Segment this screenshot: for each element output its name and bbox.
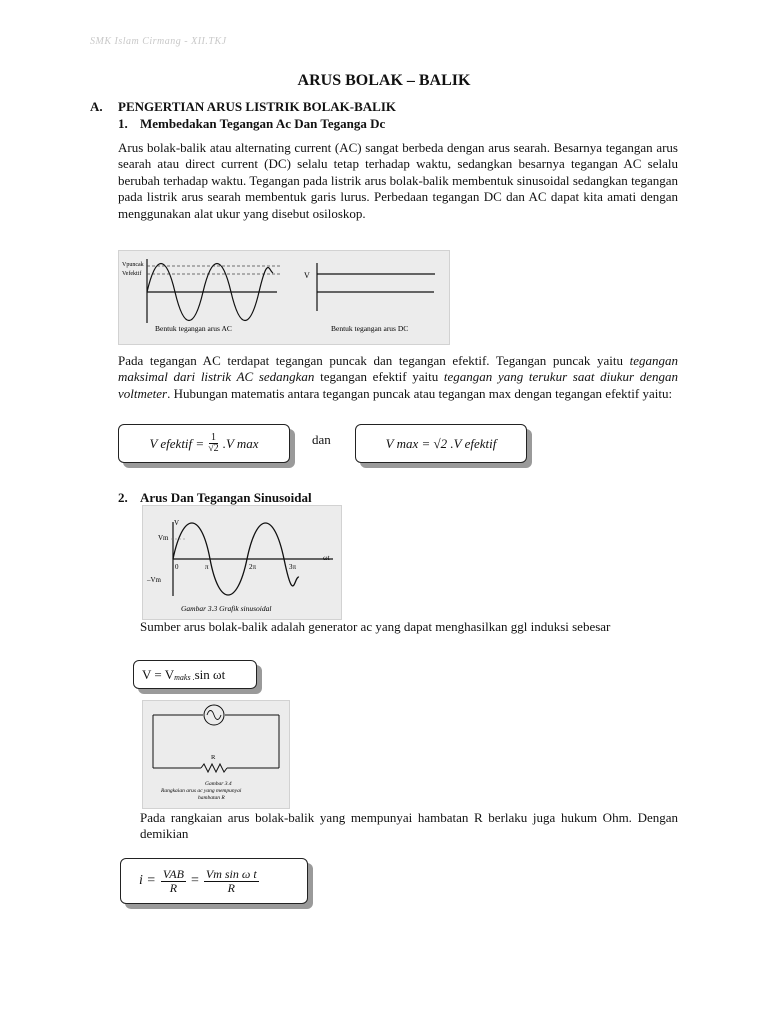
eq4-num1: VAB — [162, 866, 184, 881]
paragraph-peak-effective — [118, 353, 678, 402]
section-a-label: A. — [90, 99, 103, 114]
vpuncak-label: Vpuncak — [122, 262, 144, 268]
section-a-text: PENGERTIAN ARUS LISTRIK BOLAK-BALIK — [118, 99, 397, 114]
eq4-fraction-2 — [204, 868, 259, 894]
ac-caption: Bentuk tegangan arus AC — [155, 324, 232, 333]
p2-text-3: . Hubungan matematis antara tegangan puncak atau tegangan max dengan tegangan efektif yaitu: — [167, 385, 673, 401]
eq4-equals: = — [190, 873, 199, 888]
paragraph-ohm-law: Pada rangkaian arus bolak-balik yang mempunyai hambatan R berlaku juga hukum Ohm. Dengan demikian — [140, 810, 678, 842]
paragraph-generator: Sumber arus bolak-balik adalah generator ac yang dapat menghasilkan ggl induksi sebesar — [140, 619, 611, 634]
graph-wt-label: ωt — [323, 554, 330, 562]
eq4-fraction-1 — [161, 868, 186, 894]
eq1-rhs: .V max — [222, 435, 259, 451]
eq3-subscript: maks . — [174, 673, 195, 682]
subsection-2-heading — [118, 490, 312, 506]
circuit-caption-1: Gambar 3.4 — [205, 781, 232, 787]
eq4-den2: R — [227, 880, 235, 895]
resistor-label: R — [211, 754, 216, 761]
figure-resistor-circuit — [142, 700, 290, 809]
figure-ac-dc-waveforms — [118, 250, 450, 345]
graph-2pi-label: 2π — [249, 563, 257, 571]
equation-v-max — [355, 424, 527, 463]
sinusoidal-graph-svg — [143, 506, 341, 619]
eq4-i: i = — [139, 873, 156, 888]
graph-pi-label: π — [205, 563, 209, 571]
figure-sinusoidal-graph — [142, 505, 342, 620]
resistor-icon — [201, 764, 227, 772]
dc-v-label: V — [304, 271, 310, 280]
vefektif-label: Vefektif — [122, 271, 142, 277]
eq1-denominator: √2 — [208, 443, 219, 454]
eq3-rhs: sin ωt — [194, 666, 226, 682]
subsection-1-label: 1. — [118, 116, 128, 131]
p2-text-1: Pada tegangan AC terdapat tegangan puncak dan tegangan efektif. Tegangan puncak yaitu — [118, 353, 630, 368]
eq1-fraction — [206, 433, 221, 455]
eq1-lhs: V efektif = — [149, 435, 205, 451]
eq3-lhs: V = V — [142, 666, 175, 682]
equation-ohm-current — [120, 858, 308, 904]
equation-induced-emf — [133, 660, 257, 689]
p2-italic-1: tegangan maksimal dari listrik AC sedangkan — [118, 353, 678, 385]
subsection-2-label: 2. — [118, 490, 128, 505]
circuit-caption-2: Rangkaian arus ac yang mempunyai — [161, 788, 242, 794]
circuit-caption-3: hambatan R — [198, 795, 225, 801]
p2-text-2: tegangan efektif yaitu — [314, 369, 444, 385]
graph-zero-label: 0 — [175, 563, 179, 571]
graph-vm-label: Vm — [158, 534, 169, 542]
dan-connector: dan — [312, 432, 331, 447]
subsection-1-text: Membedakan Tegangan Ac Dan Teganga Dc — [140, 116, 386, 131]
paragraph-ac-dc: Arus bolak-balik atau alternating current (AC) sangat berbeda dengan arus searah. Besarnya tegangan arus searah atau direct current (DC) selalu tetap terhadap waktu, sedangkan besarnya tegangan AC selalu berubah terhadap waktu. Tegangan pada listrik arus bolak-balik membentuk sinusoidal sedangkan tegangan pada listrik arus searah membentuk garis lurus. Perbedaan tegangan DC dan AC dapat kita amati dengan menggunakan alat ukur yang disebut osiloskop. — [118, 140, 678, 221]
eq4-num2: Vm sin ω t — [205, 866, 257, 881]
page-title: ARUS BOLAK – BALIK — [297, 72, 471, 89]
resistor-circuit-svg — [143, 701, 289, 808]
ac-symbol — [207, 711, 221, 720]
graph-3pi-label: 3π — [289, 563, 297, 571]
eq2-rhs: V efektif — [453, 435, 497, 451]
graph-caption: Gambar 3.3 Grafik sinusoidal — [181, 604, 272, 613]
subsection-1-heading — [118, 116, 385, 132]
p2-italic-2: tegangan yang terukur saat diukur dengan voltmeter — [118, 369, 678, 401]
subsection-2-text: Arus Dan Tegangan Sinusoidal — [140, 490, 312, 505]
section-a-heading — [90, 99, 396, 115]
dc-caption: Bentuk tegangan arus DC — [331, 324, 409, 333]
eq4-den1: R — [169, 880, 178, 895]
eq1-numerator: 1 — [210, 431, 216, 443]
page-header: SMK Islam Cirmang - XII.TKJ — [90, 36, 227, 47]
graph-v-label: V — [174, 519, 180, 527]
eq2-lhs: V max = √2 . — [385, 435, 454, 451]
equation-v-effective — [118, 424, 290, 463]
ac-dc-waveform-svg — [119, 251, 449, 344]
graph-neg-vm-label: –Vm — [147, 576, 161, 584]
